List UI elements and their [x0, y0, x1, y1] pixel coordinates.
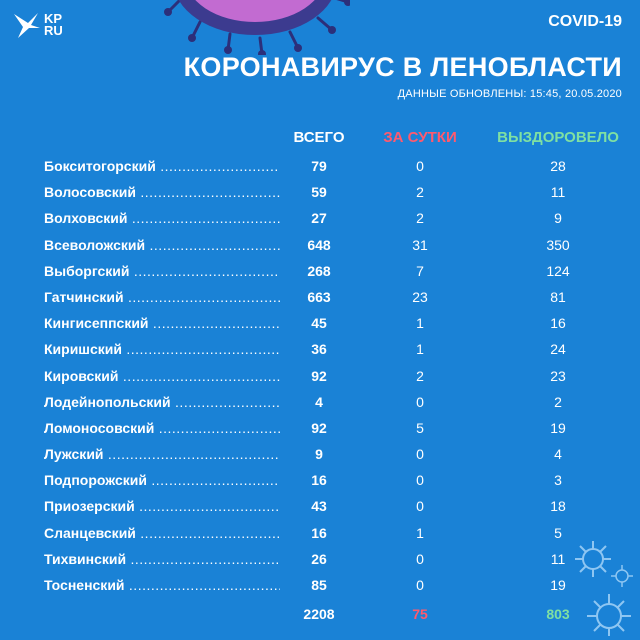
- table-row: [44, 547, 604, 573]
- total-value: 27: [311, 210, 327, 227]
- grand-day-value: 75: [412, 606, 428, 622]
- page-title: КОРОНАВИРУС В ЛЕНОБЛАСТИ: [183, 52, 622, 82]
- day-value: 0: [416, 550, 424, 567]
- district-name: Подпорожский .....: [44, 472, 280, 488]
- total-value: 16: [311, 524, 327, 541]
- table-row: [44, 311, 604, 337]
- recovered-value: 9: [554, 210, 562, 227]
- day-value: 0: [416, 446, 424, 463]
- covid-tag: COVID-19: [548, 13, 622, 30]
- table-row: [44, 285, 604, 311]
- table-row: [44, 573, 604, 599]
- update-timestamp: ДАННЫЕ ОБНОВЛЕНЫ: 15:45, 20.05.2020: [397, 88, 622, 100]
- virus-illustration-icon: [160, 0, 350, 55]
- district-name: Волховский .....: [44, 210, 280, 226]
- total-value: 26: [311, 550, 327, 567]
- district-name: Кировский .....: [44, 368, 280, 384]
- recovered-value: 5: [554, 524, 562, 541]
- day-value: 7: [416, 262, 424, 279]
- district-name: Тихвинский .....: [44, 551, 280, 567]
- day-value: 1: [416, 315, 424, 332]
- district-name: Лодейнопольский .....: [44, 394, 280, 410]
- recovered-value: 19: [550, 577, 566, 593]
- total-value: 45: [311, 315, 327, 332]
- recovered-value: 18: [550, 498, 566, 515]
- recovered-value: 81: [550, 288, 566, 305]
- table-row: [44, 494, 604, 520]
- total-value: 85: [311, 577, 327, 593]
- table-row: [44, 416, 604, 442]
- virus-icon: [572, 538, 614, 580]
- table-row: [44, 442, 604, 468]
- total-value: 43: [311, 498, 327, 515]
- recovered-value: 11: [550, 184, 566, 201]
- column-header-day: ЗА СУТКИ: [383, 129, 457, 146]
- district-name: Приозерский .....: [44, 498, 280, 514]
- district-name: Киришский .....: [44, 341, 280, 357]
- table-row: [44, 233, 604, 259]
- table-row: [44, 390, 604, 416]
- day-value: 0: [416, 393, 424, 410]
- day-value: 23: [412, 288, 428, 305]
- day-value: 2: [416, 184, 424, 201]
- district-name: Лужский .....: [44, 446, 280, 462]
- bird-logo-icon: [12, 10, 42, 40]
- district-name: Тосненский .....: [44, 577, 280, 593]
- district-name: Волосовский .....: [44, 184, 280, 200]
- day-value: 31: [412, 236, 428, 253]
- kp-ru-logo[interactable]: [12, 10, 63, 40]
- day-value: 0: [416, 158, 424, 174]
- virus-icon: [584, 590, 634, 638]
- total-value: 92: [311, 367, 327, 384]
- recovered-value: 19: [550, 419, 566, 436]
- logo-text: KP RU: [44, 11, 63, 38]
- table-row: [44, 206, 604, 232]
- column-header-total: ВСЕГО: [293, 129, 345, 146]
- table-row: [44, 180, 604, 206]
- district-name: Гатчинский .....: [44, 289, 280, 305]
- table-row: [44, 259, 604, 285]
- district-name: Кингисеппский .....: [44, 315, 280, 331]
- recovered-value: 4: [554, 446, 562, 463]
- total-value: 9: [315, 446, 323, 463]
- recovered-value: 23: [550, 367, 566, 384]
- grand-total-value: 2208: [303, 606, 335, 622]
- day-value: 0: [416, 472, 424, 489]
- recovered-value: 350: [546, 236, 570, 253]
- district-name: Бокситогорский .....: [44, 158, 280, 174]
- day-value: 0: [416, 498, 424, 515]
- district-name: Выборгский .....: [44, 263, 280, 279]
- recovered-value: 11: [550, 550, 566, 567]
- total-value: 59: [311, 184, 327, 201]
- day-value: 1: [416, 341, 424, 358]
- table-row: [44, 364, 604, 390]
- total-value: 268: [307, 262, 331, 279]
- recovered-value: 16: [550, 315, 566, 332]
- day-value: 5: [416, 419, 424, 436]
- recovered-value: 24: [550, 341, 566, 358]
- table-row: [44, 154, 604, 180]
- day-value: 0: [416, 577, 424, 593]
- table-row: [44, 521, 604, 547]
- total-value: 36: [311, 341, 327, 358]
- day-value: 2: [416, 367, 424, 384]
- recovered-value: 124: [546, 262, 570, 279]
- district-name: Ломоносовский .....: [44, 420, 280, 436]
- grand-recovered-value: 803: [546, 606, 570, 622]
- total-value: 92: [311, 419, 327, 436]
- recovered-value: 2: [554, 393, 562, 410]
- district-name: Всеволожский .....: [44, 237, 280, 253]
- total-value: 648: [307, 236, 331, 253]
- total-value: 79: [311, 158, 327, 174]
- table-row: [44, 468, 604, 494]
- table-row: [44, 337, 604, 363]
- total-value: 16: [311, 472, 327, 489]
- virus-icon: [610, 564, 634, 588]
- recovered-value: 3: [554, 472, 562, 489]
- recovered-value: 28: [550, 158, 566, 174]
- district-name: Сланцевский .....: [44, 525, 280, 541]
- district-table: [44, 154, 604, 599]
- day-value: 2: [416, 210, 424, 227]
- total-value: 663: [307, 288, 331, 305]
- day-value: 1: [416, 524, 424, 541]
- column-header-recovered: ВЫЗДОРОВЕЛО: [497, 129, 619, 146]
- total-value: 4: [315, 393, 323, 410]
